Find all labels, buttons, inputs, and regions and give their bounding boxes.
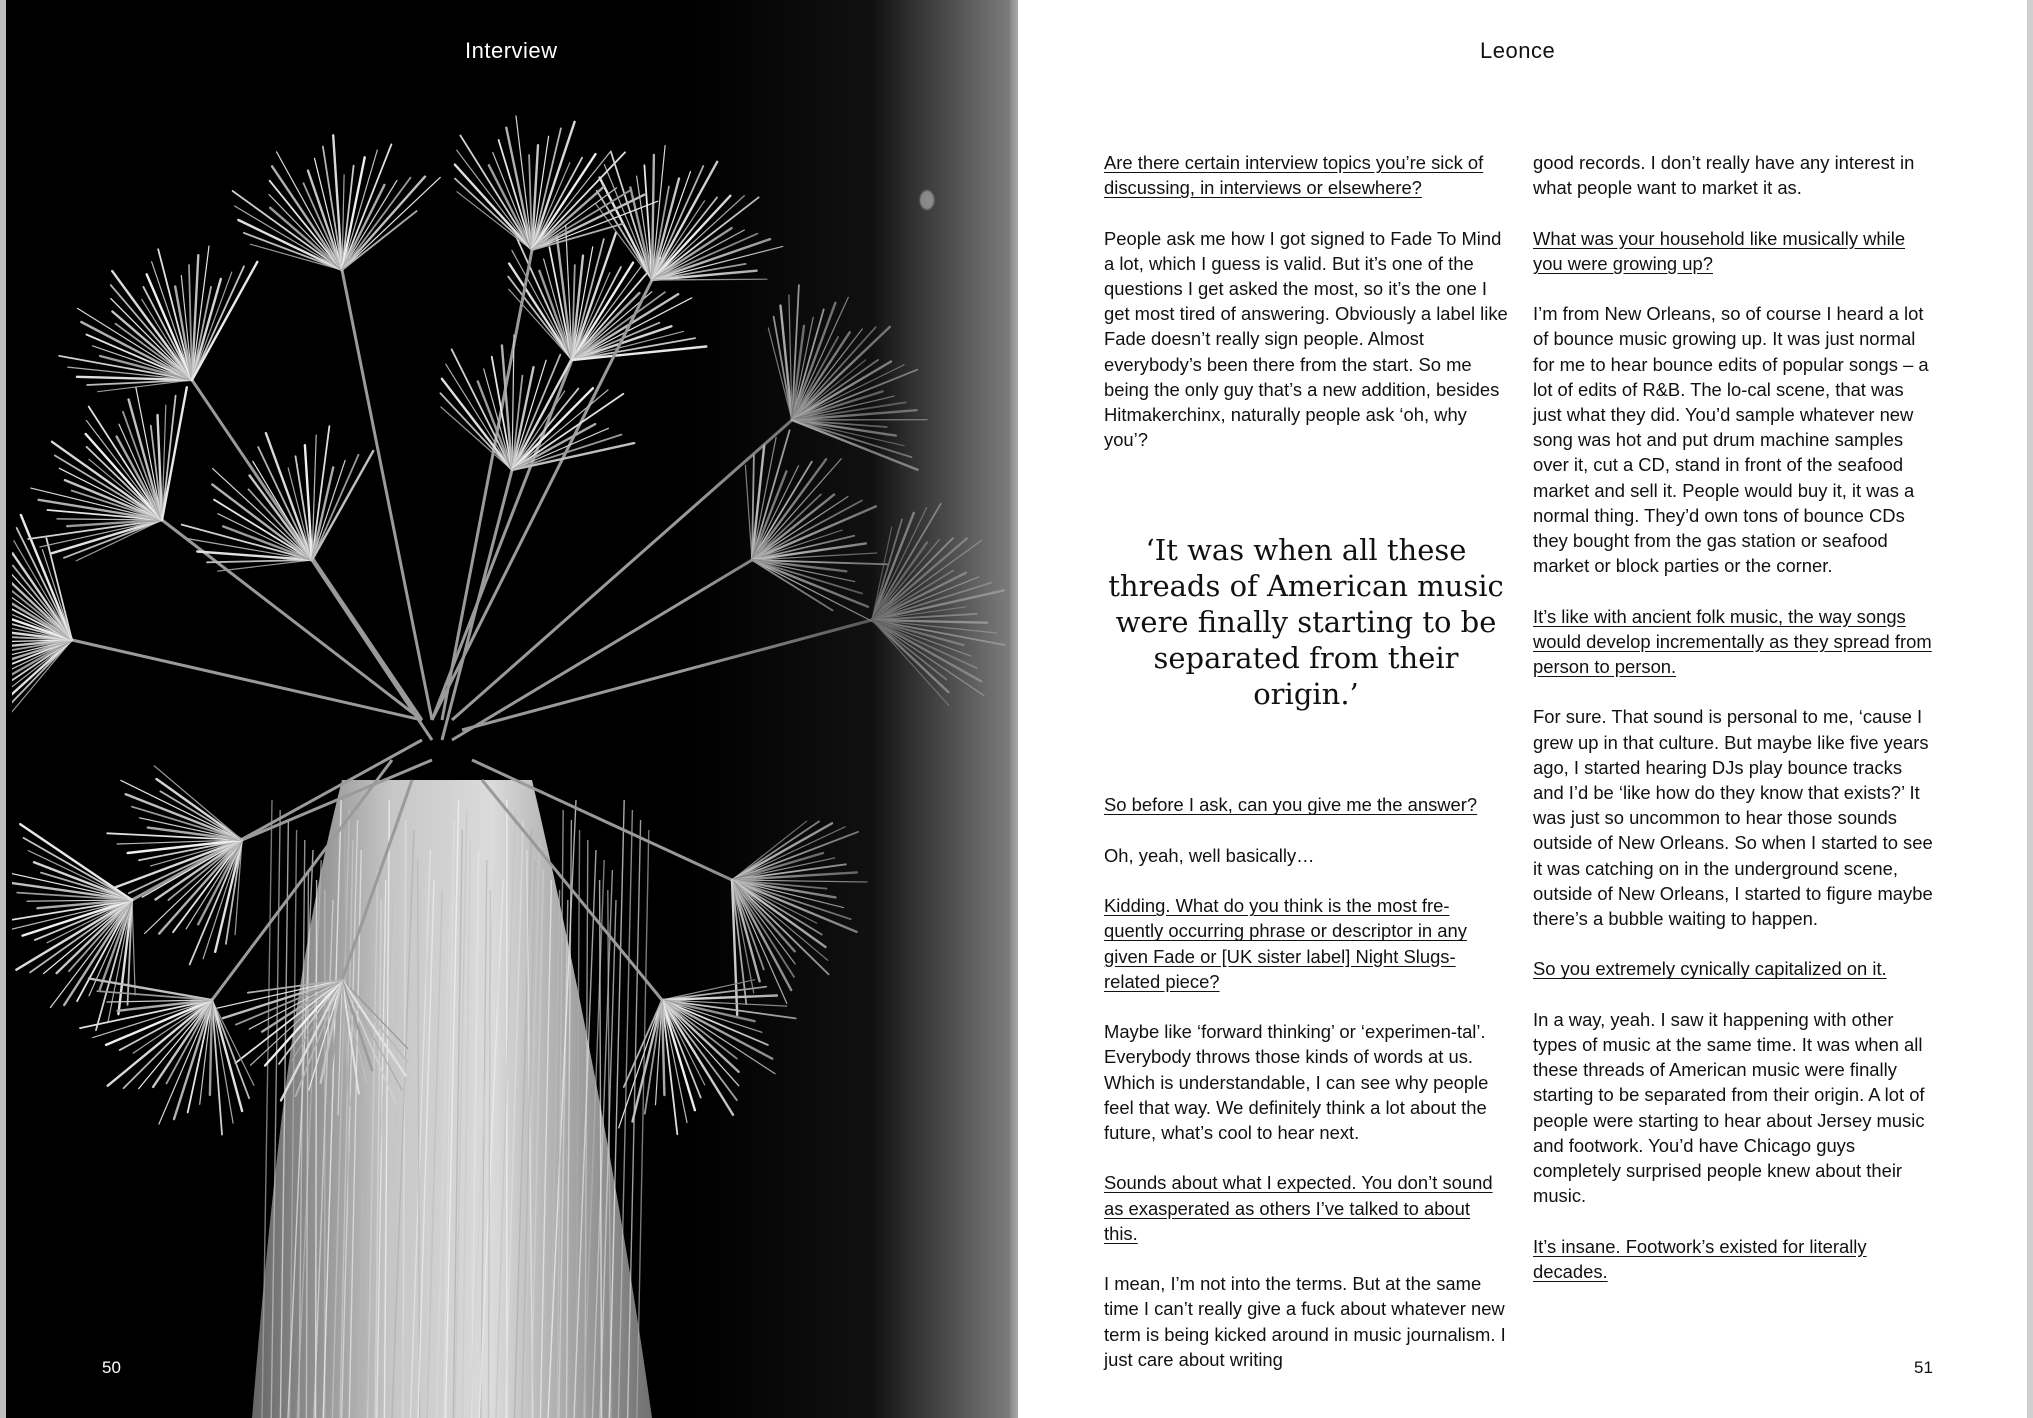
question-text: Sounds about what I expected. You don’t sound as exasperated as others I’ve talked to about this.: [1104, 1172, 1493, 1244]
answer-text: I’m from New Orleans, so of course I heard a lot of bounce music growing up. It was just normal for me to hear bounce edits of popular songs – a lot of edits of R&B. The lo-cal scene, that was just what they did. You’d sample whatever new song was hot and put drum machine samples over it, cut a CD, stand in front of the seafood market and sell it. People would buy it, it was a normal thing. They’d own tons of bounce CDs they bought from the gas station or seafood market or block parties or the corner.: [1533, 303, 1929, 577]
text-column-2: [1533, 150, 1937, 1309]
running-head-left: Interview: [465, 38, 558, 63]
answer-text: People ask me how I got signed to Fade To Mind a lot, which I guess is valid. But it’s one of the questions I get asked the most, so it’s the one I get most tired of answering. Obviously a label like Fade doesn’t really sign people. Almost everybody’s been there from the start. So me being the only guy that’s a new addition, besides Hitmakerchinx, naturally people ask ‘oh, why you’?: [1104, 227, 1508, 451]
question-text: So you extremely cynically capitalized on it.: [1533, 958, 1887, 980]
question-text: So before I ask, can you give me the answer?: [1104, 794, 1478, 816]
page-edge-shading: [686, 0, 1018, 1418]
palm-frond: [440, 335, 634, 740]
question-text: It’s insane. Footwork’s existed for literally decades.: [1533, 1235, 1867, 1282]
question-text: Are there certain interview topics you’re sick of discussing, in interviews or elsewhere?: [1104, 152, 1484, 199]
answer-text: For sure. That sound is personal to me, ‘cause I grew up in that culture. But maybe like five years ago, I started hearing DJs play bounce tracks and I’d be ‘like how do they know that exists?’ It was just so uncommon to hear those sounds outside of New Orleans. So when I started to see it was catching on in the underground scene, outside of New Orleans, I started to figure maybe there’s a bubble waiting to happen.: [1533, 706, 1933, 930]
palm-frond: [233, 135, 441, 720]
page-number-right: 51: [1914, 1358, 1933, 1377]
answer-text: Maybe like ‘forward thinking’ or ‘experimen-tal’. Everybody throws those kinds of words at us. Which is understandable, I can see why people feel that way. We definitely think a lot about the future, what’s cool to hear next.: [1104, 1021, 1489, 1144]
page-number-left: 50: [102, 1358, 121, 1377]
answer-text: In a way, yeah. I saw it happening with other types of music at the same time. It was when all these threads of American music were finally starting to be separated from their origin. A lot of people were starting to hear about Jersey music and footwork. You’d have Chicago guys completely surprised people knew about their music.: [1533, 1008, 1925, 1207]
answer-text: I mean, I’m not into the terms. But at the same time I can’t really give a fuck about whatever new term is being kicked around in music journalism. I just care about writing: [1104, 1273, 1506, 1370]
question-text: Kidding. What do you think is the most fre-quently occurring phrase or descriptor in any given Fade or [UK sister label] Night Slugs-related piece?: [1104, 895, 1467, 992]
answer-text: good records. I don’t really have any interest in what people want to market it as.: [1533, 152, 1915, 199]
answer-text: Oh, yeah, well basically…: [1104, 844, 1315, 866]
pull-quote: ‘It was when all these threads of American music were finally starting to be separated from their origin.’: [1108, 533, 1504, 712]
running-head-right: Leonce: [1480, 38, 1556, 63]
question-text: What was your household like musically while you were growing up?: [1533, 227, 1906, 274]
palm-trunk: [252, 780, 652, 1418]
palm-frond: [432, 225, 706, 720]
question-text: It’s like with ancient folk music, the way songs would develop incrementally as they spread from person to person.: [1533, 605, 1932, 678]
text-column-1: [1104, 150, 1508, 1397]
